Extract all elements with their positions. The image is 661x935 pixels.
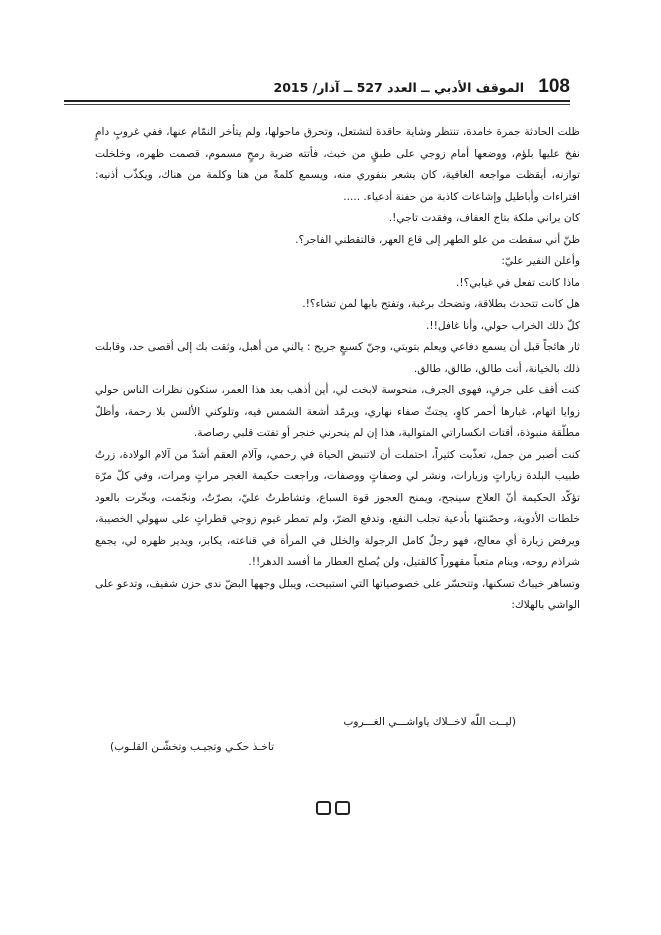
paragraph: ماذا كانت تفعل في غيابي؟!.	[456, 276, 580, 289]
paragraph: ثار هائجاً قبل أن يسمع دفاعي ويعلم بتوبتي، وجنّ كسبعٍ جريح : يالني من أهبل، وثقت بك إلى أقصى حد، وقابلت ذلك بالخيانة، أنت طالق، طالق، طالق.	[95, 341, 580, 375]
paragraph: كنت أقف على جرفٍ، فهوى الجرف، منحوسة لابخت لي، أين أذهب بعد هذا العمر، ستكون نظرات الناس حولي زوايا اتهام، غبارها أحمر كاوٍ، يجتثّ صفاء نهاري، ويرمّد أشعة الشمس فيه، وتلوكني الألسن بلا رحمة، وأظلّ مطلّقة منبوذة، أقتات انكساراتي المتوالية، هذا إن لم ينحرني خنجر أو تفتت قلبي رصاصة.	[95, 384, 580, 439]
article-body	[95, 122, 580, 617]
end-square-icon	[316, 801, 331, 815]
header-rule	[64, 100, 570, 102]
page-number: 108	[538, 76, 570, 97]
paragraph: هل كانت تتحدث بطلاقة، وتضحك برغبة، وتفتح بابها لمن تشاء؟!.	[302, 298, 580, 310]
paragraph: وأعلن النفير عليّ:	[501, 255, 580, 267]
paragraph: ظلت الحادثة جمرة خامدة، تنتظر وشاية حاقدة لتشتعل، وتحرق ماحولها، ولم يتأخر النمّام عنها، ففي غروبٍ دامٍ نفخ عليها بلؤم، ووضعها أمام زوجي على طبقٍ من خبث، فأتته ضربة رمحٍ مسموم، قصمت ظهره، وخلخلت توازنه، أيقظت مواجعه الغافية، كان يشعر بنفوري منه، ويسمع كلمةً من هنا وكلمة من هناك، ويكذّب أذنيه: افتراءات وأباطيل وإشاعات كاذبة من حفنة أدعياء. .....	[95, 126, 580, 203]
paragraph: ظنّ أني سقطت من علو الطهر إلى قاع العهر، فالتقطني الفاجر؟.	[295, 233, 580, 246]
end-of-article-icon	[316, 801, 350, 815]
poem-line-2: تاخـذ حكـي وتجيـب وتخشّـن القلـوب)	[110, 741, 275, 753]
paragraph: وتساهر خيباتٌ تسكنها، وتتحسّر على خصوصياتها التي استبيحت، ويبلل وجهها البضّ ندى حزن شفيف، وتدعو على الواشي بالهلاك:	[95, 577, 580, 611]
page-header	[70, 72, 570, 102]
poem-line-1: (ليــت اللّه لاخــلاك ياواشـــي الغـــروب	[343, 716, 516, 728]
paragraph: كنت أصبر من جمل، تعذّبت كثيراً، احتملت أن لاتنبض الحياة في رحمي، وآلام العقم أشدّ من آلام الولادة، زرتُ طبيب البلدة زياراتٍ وزيارات، ونشر لي وصفاتٍ ووصفات، وراجعت حكيمة الغجر مراتٍ ومرات، وفي كلّ مرّة تؤكّد الحكيمة أنّ العلاج سينجح، ويمنح العجوز قوة السباع، وتشاطرتُ عليّ، بصرّتُ، ونجّمت، وبخّرت بالعود خلطات الأدوية، وحصّنتها بأدعية تجلب النفع، وتدفع الضرّ، ولم تمطر غيوم زوجي قطراتٍ على سهولي الخصيبة، ويرفض زيارة أي معالج، فهو رجلٌ كامل الرجولة والخلل في المرأة في قناعته، يكابر، ويدير ظهره لي، يجمع شراذم روحه، وينام متعباً مقهوراً كالقتيل، ولن يُصلح العطار ما أفسد الدهر!!.	[95, 448, 580, 568]
header-rule-thin	[64, 104, 570, 105]
running-head: الموقف الأدبي ــ العدد 527 ــ آذار/ 2015	[273, 80, 524, 95]
paragraph: كلّ ذلك الخراب حولي، وأنا غافل!!.	[426, 319, 580, 332]
paragraph: كان يراني ملكة بتاج العفاف، وفقدت تاجي!.	[388, 212, 580, 224]
end-square-icon	[335, 801, 350, 815]
